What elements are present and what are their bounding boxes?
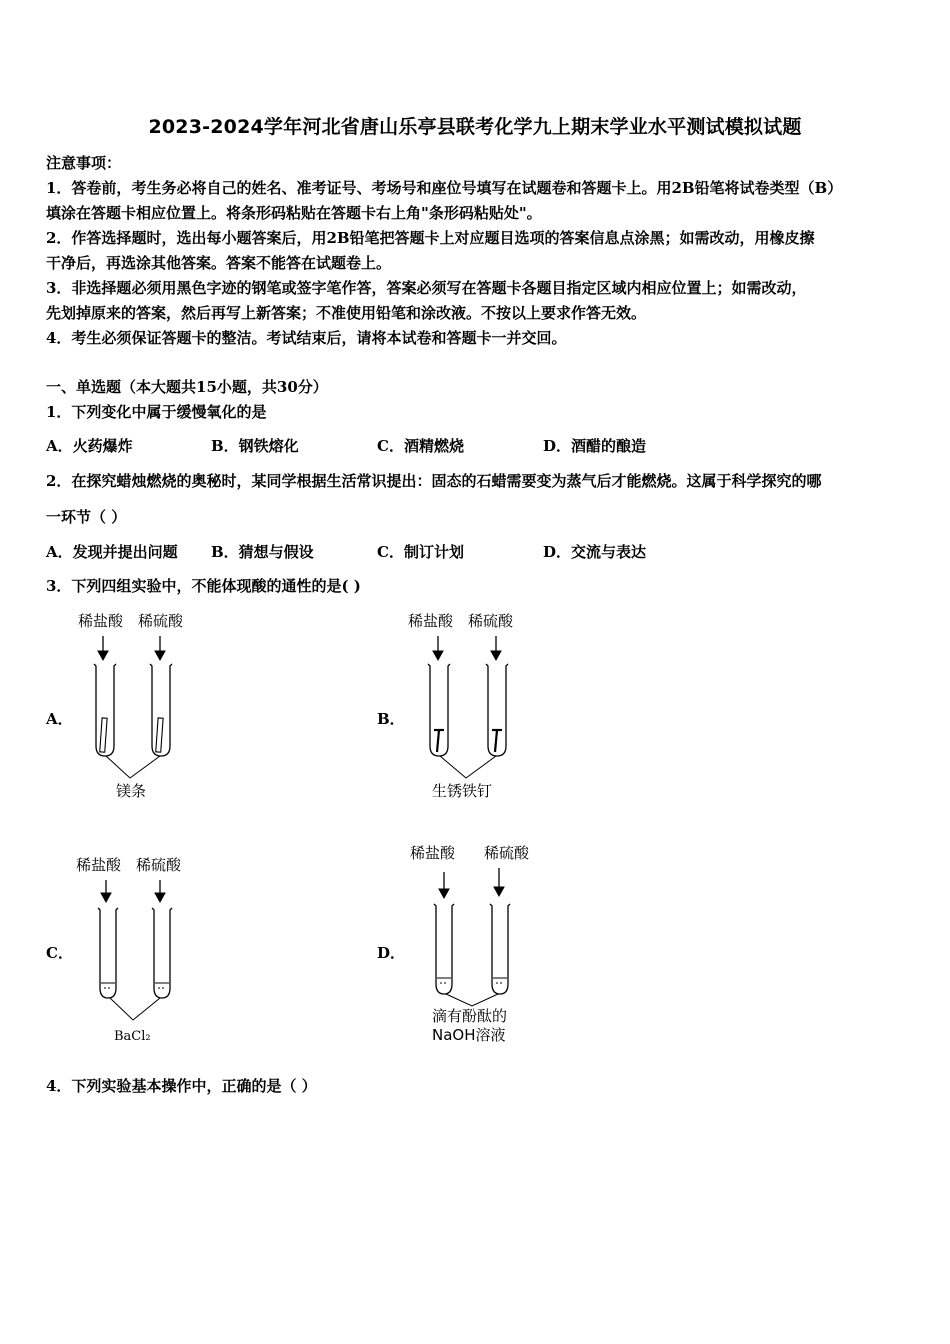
page-title: 2023-2024学年河北省唐山乐亭县联考化学九上期末学业水平测试模拟试题 xyxy=(148,116,802,138)
notes-line: 1．答卷前，考生务必将自己的姓名、准考证号、考场号和座位号填写在试题卷和答题卡上。用2B铅笔将试卷类型（B） xyxy=(46,179,843,197)
question-1-option-b: B．钢铁熔化 xyxy=(211,437,299,455)
figure-a-acid2: 稀硫酸 xyxy=(138,612,184,630)
liquid-level-icon xyxy=(437,978,507,983)
pointer-lines xyxy=(110,998,160,1020)
figure-a-reagent: 镁条 xyxy=(116,782,147,800)
question-2-stem: 2．在探究蜡烛燃烧的奥秘时，某同学根据生活常识提出：固态的石蜡需要变为蒸气后才能燃烧。这属于科学探究的哪 xyxy=(46,472,822,490)
iron-nail-icon xyxy=(492,730,502,752)
question-1-option-a: A．火药爆炸 xyxy=(46,437,133,455)
question-2-option-b: B．猜想与假设 xyxy=(211,543,314,561)
arrow-icon xyxy=(101,880,111,902)
figure-c xyxy=(70,850,210,1050)
figure-c-acid2: 稀硫酸 xyxy=(136,856,182,874)
notes-line: 干净后，再选涂其他答案。答案不能答在试题卷上。 xyxy=(46,254,392,272)
magnesium-strip-icon xyxy=(156,718,163,752)
figure-d-acid1: 稀盐酸 xyxy=(410,844,456,862)
figure-c-acid1: 稀盐酸 xyxy=(76,856,122,874)
test-tube-icon xyxy=(434,904,454,994)
arrow-icon xyxy=(155,880,165,902)
question-2-option-d: D．交流与表达 xyxy=(543,543,647,561)
question-3-stem: 3．下列四组实验中，不能体现酸的通性的是( ) xyxy=(46,577,361,595)
arrow-icon xyxy=(494,868,504,896)
figure-d xyxy=(400,838,560,1048)
iron-nail-icon xyxy=(434,730,444,752)
question-2-option-c: C．制订计划 xyxy=(377,543,464,561)
section-heading: 一、单选题（本大题共15小题，共30分） xyxy=(46,378,328,396)
arrow-icon xyxy=(433,636,443,660)
figure-b-label: B． xyxy=(377,710,405,728)
question-1-stem: 1．下列变化中属于缓慢氧化的是 xyxy=(46,403,267,421)
figure-b-reagent: 生锈铁钉 xyxy=(432,782,493,800)
figure-d-reagent-line2: NaOH溶液 xyxy=(432,1026,506,1044)
figure-b-acid1: 稀盐酸 xyxy=(408,612,454,630)
arrow-icon xyxy=(155,636,165,660)
notes-line: 2．作答选择题时，选出每小题答案后，用2B铅笔把答题卡上对应题目选项的答案信息点涂黑；如需改动，用橡皮擦 xyxy=(46,229,815,247)
figure-c-reagent: BaCl₂ xyxy=(114,1029,151,1044)
question-1-option-d: D．酒醋的酿造 xyxy=(543,437,647,455)
question-2-option-a: A．发现并提出问题 xyxy=(46,543,178,561)
notes-line: 先划掉原来的答案，然后再写上新答案；不准使用铅笔和涂改液。不按以上要求作答无效。 xyxy=(46,304,647,322)
test-tube-icon xyxy=(490,904,510,994)
arrow-icon xyxy=(491,636,501,660)
pointer-lines xyxy=(106,756,160,778)
figure-c-label: C． xyxy=(46,944,73,962)
question-4-stem: 4．下列实验基本操作中，正确的是（ ） xyxy=(46,1077,317,1095)
question-2-stem-cont: 一环节（ ） xyxy=(46,508,127,526)
magnesium-strip-icon xyxy=(100,718,107,752)
test-tube-icon xyxy=(98,908,118,998)
notes-line: 填涂在答题卡相应位置上。将条形码粘贴在答题卡右上角"条形码粘贴处"。 xyxy=(46,204,542,222)
figure-a xyxy=(70,606,210,806)
figure-b xyxy=(400,606,550,806)
pointer-lines xyxy=(446,994,498,1006)
liquid-level-icon xyxy=(101,983,169,988)
test-tube-icon xyxy=(486,664,508,756)
notes-line: 4．考生必须保证答题卡的整洁。考试结束后，请将本试卷和答题卡一并交回。 xyxy=(46,329,567,347)
figure-d-label: D． xyxy=(377,944,406,962)
figure-a-label: A． xyxy=(46,710,73,728)
test-tube-icon xyxy=(152,908,172,998)
figure-d-reagent-line1: 滴有酚酞的 xyxy=(432,1007,508,1025)
notes-heading: 注意事项： xyxy=(46,154,122,172)
notes-line: 3．非选择题必须用黑色字迹的钢笔或签字笔作答，答案必须写在答题卡各题目指定区域内相应位置上；如需改动， xyxy=(46,279,807,297)
pointer-lines xyxy=(440,756,496,778)
question-1-option-c: C．酒精燃烧 xyxy=(377,437,464,455)
arrow-icon xyxy=(439,872,449,898)
figure-a-acid1: 稀盐酸 xyxy=(78,612,124,630)
test-tube-icon xyxy=(428,664,450,756)
figure-b-acid2: 稀硫酸 xyxy=(468,612,514,630)
arrow-icon xyxy=(98,636,108,660)
figure-d-acid2: 稀硫酸 xyxy=(484,844,530,862)
